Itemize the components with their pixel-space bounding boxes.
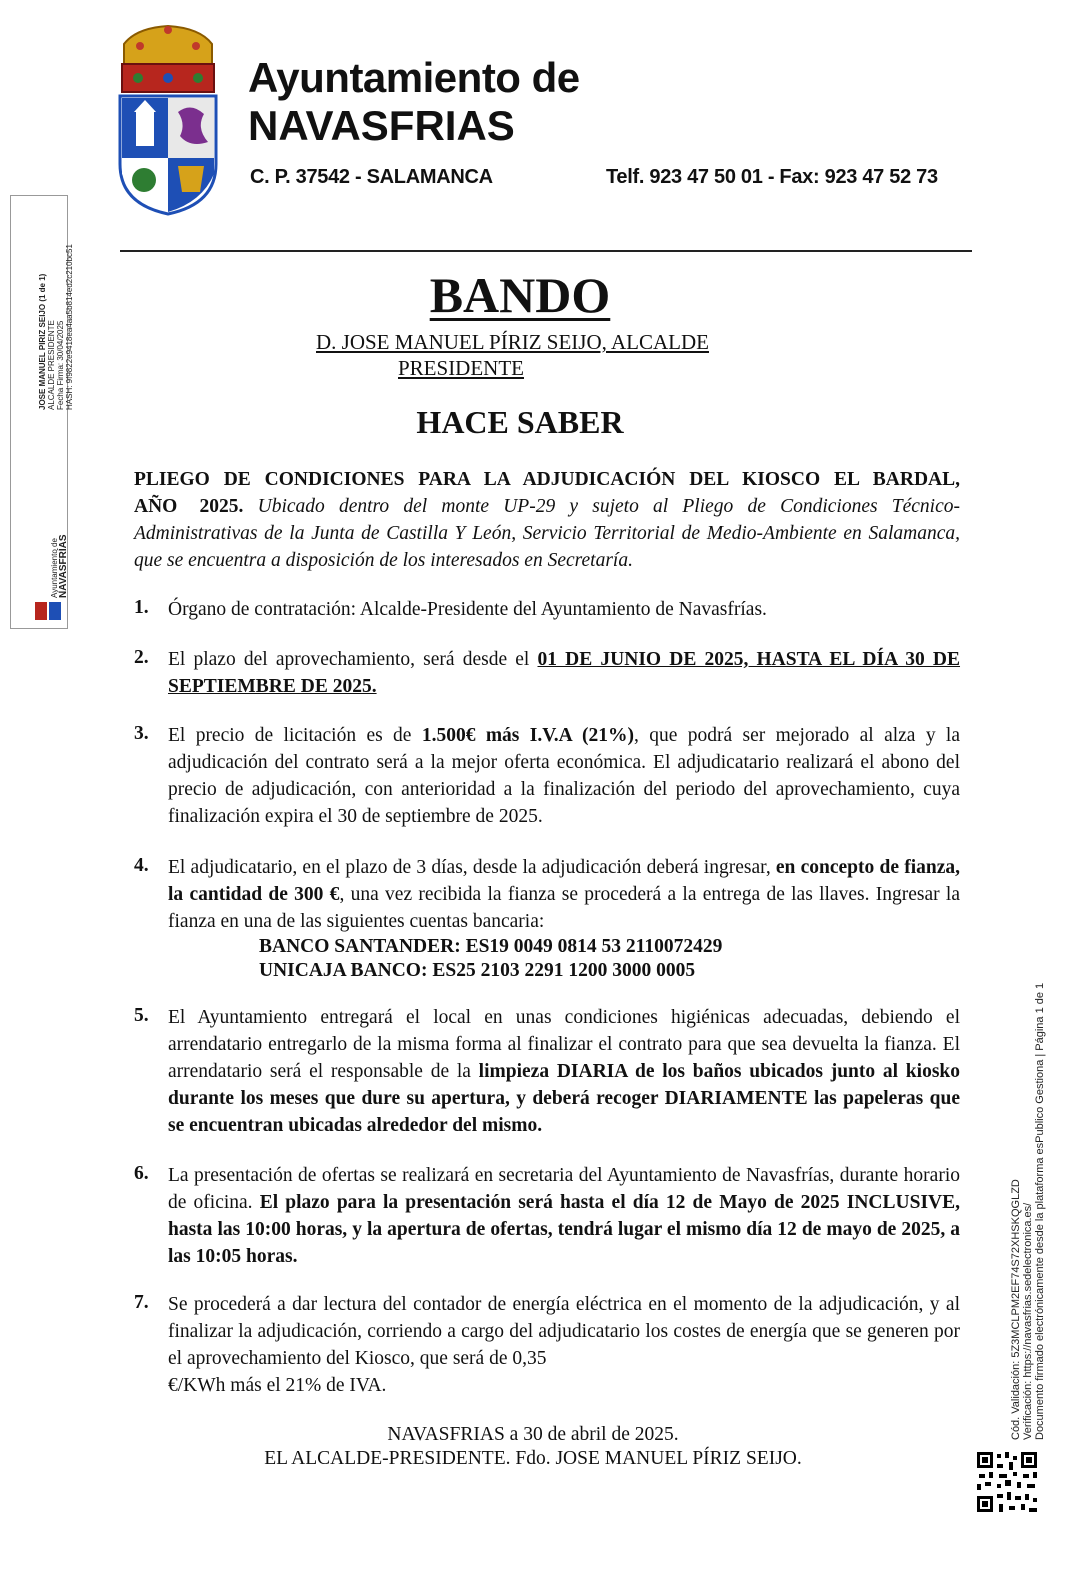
place-date: NAVASFRIAS a 30 de abril de 2025. <box>387 1424 679 1445</box>
title-text: BANDO <box>429 267 611 323</box>
item-number: 1. <box>134 597 149 618</box>
condition-item <box>168 722 960 830</box>
item-number: 7. <box>134 1292 149 1313</box>
document-title <box>0 266 1040 324</box>
item-text <box>168 1291 960 1372</box>
mayor-line-2: PRESIDENTE <box>398 356 524 380</box>
stamp-org <box>50 508 68 598</box>
signature-line: EL ALCALDE-PRESIDENTE. Fdo. JOSE MANUEL PÍRIZ SEIJO. <box>264 1448 802 1469</box>
intro-italic: Ubicado dentro del monte UP-29 y sujeto al Pliego de Condiciones Técnico- Administrativas de la Junta de Castilla Y León, Servicio Territorial de Medio-Ambiente en Salamanca, que se encuentra a disposición de los interesados en Secretaría. <box>134 496 960 571</box>
item-text <box>168 1004 960 1139</box>
verification-stamp <box>1010 983 1046 1440</box>
contact-info: Telf. 923 47 50 01 - Fax: 923 47 52 73 <box>606 166 938 188</box>
item-text-run: La presentación de ofertas se realizará en secretaria del Ayuntamiento de Navasfrías, durante horario de oficina. <box>168 1165 960 1213</box>
postal-info: C. P. 37542 - SALAMANCA <box>250 166 493 188</box>
stamp-line: ALCALDE PRESIDENTE <box>47 320 56 410</box>
stamp-line: JOSE MANUEL PIRIZ SEIJO (1 de 1) <box>38 273 47 410</box>
intro-paragraph <box>134 466 960 574</box>
stamp-crest-icon <box>33 600 63 622</box>
header-divider <box>120 250 972 252</box>
stamp-line: Fecha Firma: 30/04/2025 <box>56 320 65 410</box>
item-text <box>168 596 960 623</box>
item-text-run: limpieza DIARIA de los baños ubicados junto al kiosko durante los meses que dure su apertura, y deberá recoger DIARIAMENTE las papeleras que se encuentran ubicadas alrededor del mismo. <box>168 1061 960 1136</box>
condition-item <box>168 1162 960 1270</box>
item-text <box>168 1162 960 1270</box>
intro-bold: PLIEGO DE CONDICIONES PARA LA ADJUDICACIÓN DEL KIOSCO EL BARDAL, AÑO 2025. <box>134 469 960 517</box>
condition-item <box>168 1004 960 1139</box>
item-text-run: , que podrá ser mejorado al alza y la adjudicación del contrato será a la mejor oferta económica. El adjudicatario realizará el abono del precio de adjudicación, con anterioridad a la finalización del periodo del aprovechamiento, cuya finalización expira el 30 de septiembre de 2025. <box>168 725 960 827</box>
item-text-run: El plazo del aprovechamiento, será desde el <box>168 649 538 670</box>
item-number: 5. <box>134 1005 149 1026</box>
item-text-run: Órgano de contratación: Alcalde-Presidente del Ayuntamiento de Navasfrías. <box>168 599 767 620</box>
stamp-org-line: Ayuntamiento de <box>50 538 59 598</box>
condition-item <box>168 1291 960 1399</box>
verification-line: Documento firmado electrónicamente desde la plataforma esPublico Gestiona | Página 1 de 1 <box>1034 982 1046 1440</box>
item-text-run: , una vez recibida la fianza se procederá a la entrega de las llaves. Ingresar la fianza en una de las siguientes cuentas bancaria: <box>168 884 960 932</box>
item-text-extra: €/KWh más el 21% de IVA. <box>168 1375 387 1396</box>
item-number: 4. <box>134 855 149 876</box>
municipal-crest-logo <box>116 24 220 216</box>
item-text-run: 01 DE JUNIO DE 2025, HASTA EL DÍA 30 DE SEPTIEMBRE DE 2025. <box>168 649 961 697</box>
mayor-line-1: D. JOSE MANUEL PÍRIZ SEIJO, ALCALDE <box>316 330 709 354</box>
condition-item <box>168 596 960 623</box>
bank-account: UNICAJA BANCO: ES25 2103 2291 1200 3000 0005 <box>259 960 696 981</box>
item-text-run: en concepto de fianza, la cantidad de 300 € <box>168 857 960 905</box>
verification-line: Cód. Validación: 5Z3MCLPM2EF74S72XHSKQGLZD <box>1010 1179 1022 1440</box>
condition-item <box>168 646 960 700</box>
item-text-run: El plazo para la presentación será hasta el día 12 de Mayo de 2025 INCLUSIVE, hasta las 10:00 horas, y la apertura de ofertas, tendrá lugar el mismo día 12 de mayo de 2025, a las 10:05 horas. <box>168 1192 960 1267</box>
item-text-run: El precio de licitación es de <box>168 725 422 746</box>
org-name-line2: NAVASFRIAS <box>248 102 515 149</box>
condition-item <box>168 854 960 983</box>
verification-line: Verificación: https://navasfrias.sedelectronica.es/ <box>1022 1202 1034 1440</box>
item-text <box>168 646 960 700</box>
org-name-line1: Ayuntamiento de <box>248 54 580 101</box>
item-text-run: El Ayuntamiento entregará el local en unas condiciones higiénicas adecuadas, debiendo el arrendatario entregarlo de la misma forma al finalizar el contrato para que sea devuelta la fianza. El arrendatario será el responsable de la <box>168 1007 960 1082</box>
item-number: 3. <box>134 723 149 744</box>
item-text <box>168 854 960 935</box>
stamp-line: HASH: 9f9822e9418ea4aa5b814ed2c210bc51 <box>65 244 74 410</box>
stamp-org-line: NAVASFRÍAS <box>58 534 69 598</box>
item-number: 6. <box>134 1163 149 1184</box>
item-text-run: 1.500€ más I.V.A (21%) <box>421 725 635 746</box>
item-text <box>168 722 960 830</box>
hace-saber-heading: HACE SABER <box>416 404 624 440</box>
item-text-run: Se procederá a dar lectura del contador de energía eléctrica en el momento de la adjudicación, y al finalizar la adjudicación, corriendo a cargo del adjudicatario los costes de energía que se generen por el aprovechamiento del Kiosco, que será de 0,35 <box>168 1294 960 1369</box>
item-number: 2. <box>134 647 149 668</box>
bank-account: BANCO SANTANDER: ES19 0049 0814 53 2110072429 <box>259 936 723 957</box>
item-text-run: El adjudicatario, en el plazo de 3 días, desde la adjudicación deberá ingresar, <box>168 857 776 878</box>
